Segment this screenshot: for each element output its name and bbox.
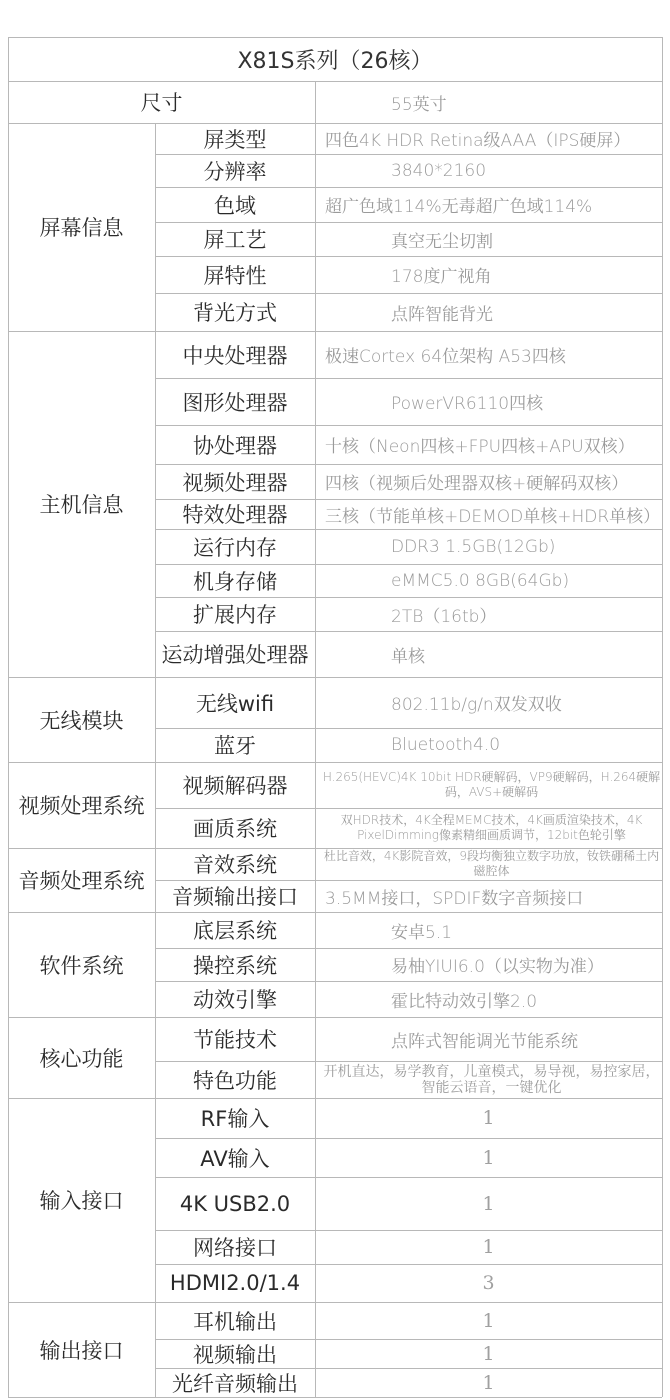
section-label: 输入接口 [39, 1189, 124, 1213]
row-label: RF输入 [200, 1107, 270, 1131]
row-divider [155, 1230, 662, 1231]
row-label: 音频输出接口 [172, 885, 298, 909]
row-value: eMMC5.0 8GB(64Gb) [391, 570, 570, 591]
section-label: 软件系统 [39, 953, 124, 978]
row-value: 3 [482, 1272, 495, 1294]
column-divider [315, 81, 316, 123]
row-value: 四色4K HDR Retina级AAA（IPS硬屏） [325, 131, 631, 151]
row-value: 三核（节能单核+DEMOD单核+HDR单核） [325, 506, 661, 527]
row-value: 双HDR技术，4K全程MEMC技术，4K画质渲染技术，4K PixelDimming像素精细画质调节，12bit色轮引擎 [340, 813, 643, 842]
table-title: X81S系列（26核） [237, 48, 433, 74]
row-value: 四核（视频后处理器双核+硬解码双核） [325, 474, 629, 494]
row-value: 1 [482, 1309, 495, 1332]
size-label: 尺寸 [140, 91, 183, 115]
row-divider [155, 1264, 662, 1265]
row-label: 操控系统 [193, 953, 277, 978]
row-divider [155, 154, 662, 155]
row-divider [155, 880, 662, 881]
row-label: 图形处理器 [182, 390, 288, 415]
row-divider [155, 1177, 662, 1178]
row-value: 真空无尘切割 [391, 231, 493, 252]
section-label: 音频处理系统 [18, 869, 145, 893]
row-divider [155, 1368, 662, 1369]
row-divider [155, 293, 662, 294]
row-label: 音效系统 [193, 853, 277, 877]
row-value: 霍比特动效引擎2.0 [391, 991, 538, 1012]
row-value: DDR3 1.5GB(12Gb) [391, 536, 556, 557]
row-label: HDMI2.0/1.4 [169, 1271, 301, 1295]
row-label: 光纤音频输出 [172, 1371, 298, 1396]
row-label: 扩展内存 [193, 603, 277, 627]
row-label: 屏类型 [203, 127, 267, 152]
row-label: 特色功能 [193, 1068, 277, 1093]
row-value: PowerVR6110四核 [391, 394, 544, 414]
row-value: 1 [482, 1107, 495, 1129]
row-divider [8, 37, 662, 38]
row-value: 单核 [391, 646, 425, 667]
row-label: 蓝牙 [214, 734, 256, 758]
row-value: 802.11b/g/n双发双收 [391, 695, 562, 715]
row-label: 色域 [214, 193, 256, 218]
row-divider [155, 808, 662, 809]
row-label: 动效引擎 [193, 988, 277, 1012]
row-label: 协处理器 [193, 433, 277, 458]
row-value: 安卓5.1 [391, 922, 453, 943]
row-divider [155, 464, 662, 465]
row-divider [155, 187, 662, 188]
row-label: 屏特性 [203, 263, 267, 288]
section-label: 视频处理系统 [18, 794, 145, 818]
row-value: 易柚YIUI6.0（以实物为准） [391, 957, 604, 977]
row-label: AV输入 [200, 1146, 270, 1171]
row-label: 无线wifi [195, 691, 275, 716]
row-value: 超广色域114%无毒超广色域114% [325, 197, 593, 217]
row-divider [155, 222, 662, 223]
row-label: 节能技术 [193, 1028, 277, 1052]
row-value: 1 [482, 1192, 495, 1215]
row-label: 分辨率 [203, 159, 267, 184]
size-value: 55英寸 [391, 94, 447, 115]
row-value: 1 [482, 1342, 495, 1365]
row-divider [155, 499, 662, 500]
row-divider [155, 597, 662, 598]
row-value: 178度广视角 [391, 267, 492, 287]
row-label: 运动增强处理器 [161, 643, 309, 667]
row-label: 屏工艺 [203, 228, 267, 252]
row-label: 背光方式 [193, 301, 277, 325]
row-divider [155, 1339, 662, 1340]
row-value: 点阵式智能调光节能系统 [391, 1031, 578, 1052]
section-label: 主机信息 [39, 493, 124, 517]
row-label: 运行内存 [193, 535, 277, 560]
row-label: 中央处理器 [182, 343, 288, 368]
row-value: H.265(HEVC)4K 10bit HDR硬解码，VP9硬解码，H.264硬解码，AVS+硬解码 [322, 770, 661, 799]
row-value: 2TB（16tb） [391, 606, 497, 627]
section-label: 无线模块 [39, 708, 124, 733]
row-label: 视频解码器 [182, 774, 288, 798]
row-value: 3.5MM接口，SPDIF数字音频接口 [325, 888, 584, 909]
row-label: 4K USB2.0 [179, 1191, 291, 1216]
row-value: 3840*2160 [391, 160, 487, 181]
row-divider [155, 728, 662, 729]
row-value: 十核（Neon四核+FPU四核+APU双核） [325, 437, 635, 457]
row-value: 1 [482, 1371, 495, 1394]
row-label: 画质系统 [193, 817, 277, 841]
row-divider [155, 425, 662, 426]
row-divider [155, 529, 662, 530]
row-value: 1 [482, 1236, 495, 1258]
column-divider [662, 37, 663, 1397]
row-divider [155, 981, 662, 982]
row-divider [155, 948, 662, 949]
row-divider [155, 564, 662, 565]
row-divider [155, 256, 662, 257]
section-label: 核心功能 [39, 1046, 124, 1071]
section-label: 屏幕信息 [39, 216, 124, 240]
row-value: 1 [482, 1146, 495, 1169]
row-label: 特效处理器 [182, 503, 288, 527]
row-divider [155, 1138, 662, 1139]
row-divider [8, 1397, 662, 1398]
row-label: 网络接口 [193, 1236, 277, 1260]
row-label: 视频处理器 [182, 470, 288, 495]
row-label: 底层系统 [193, 919, 277, 943]
row-divider [8, 81, 662, 82]
row-label: 耳机输出 [193, 1309, 277, 1334]
row-value: 杜比音效，4K影院音效，9段均衡独立数字功放，钕铁硼稀土内磁腔体 [323, 849, 660, 878]
row-value: 开机直达，易学教育，儿童模式，易导视，易控家居，智能云语音，一键优化 [323, 1063, 660, 1096]
row-divider [155, 631, 662, 632]
row-label: 机身存储 [193, 569, 277, 594]
row-divider [155, 1061, 662, 1062]
row-value: Bluetooth4.0 [391, 735, 501, 755]
row-divider [155, 378, 662, 379]
row-value: 点阵智能背光 [391, 304, 493, 325]
row-value: 极速Cortex 64位架构 A53四核 [325, 347, 566, 367]
section-label: 输出接口 [39, 1338, 124, 1363]
row-label: 视频输出 [193, 1342, 277, 1367]
